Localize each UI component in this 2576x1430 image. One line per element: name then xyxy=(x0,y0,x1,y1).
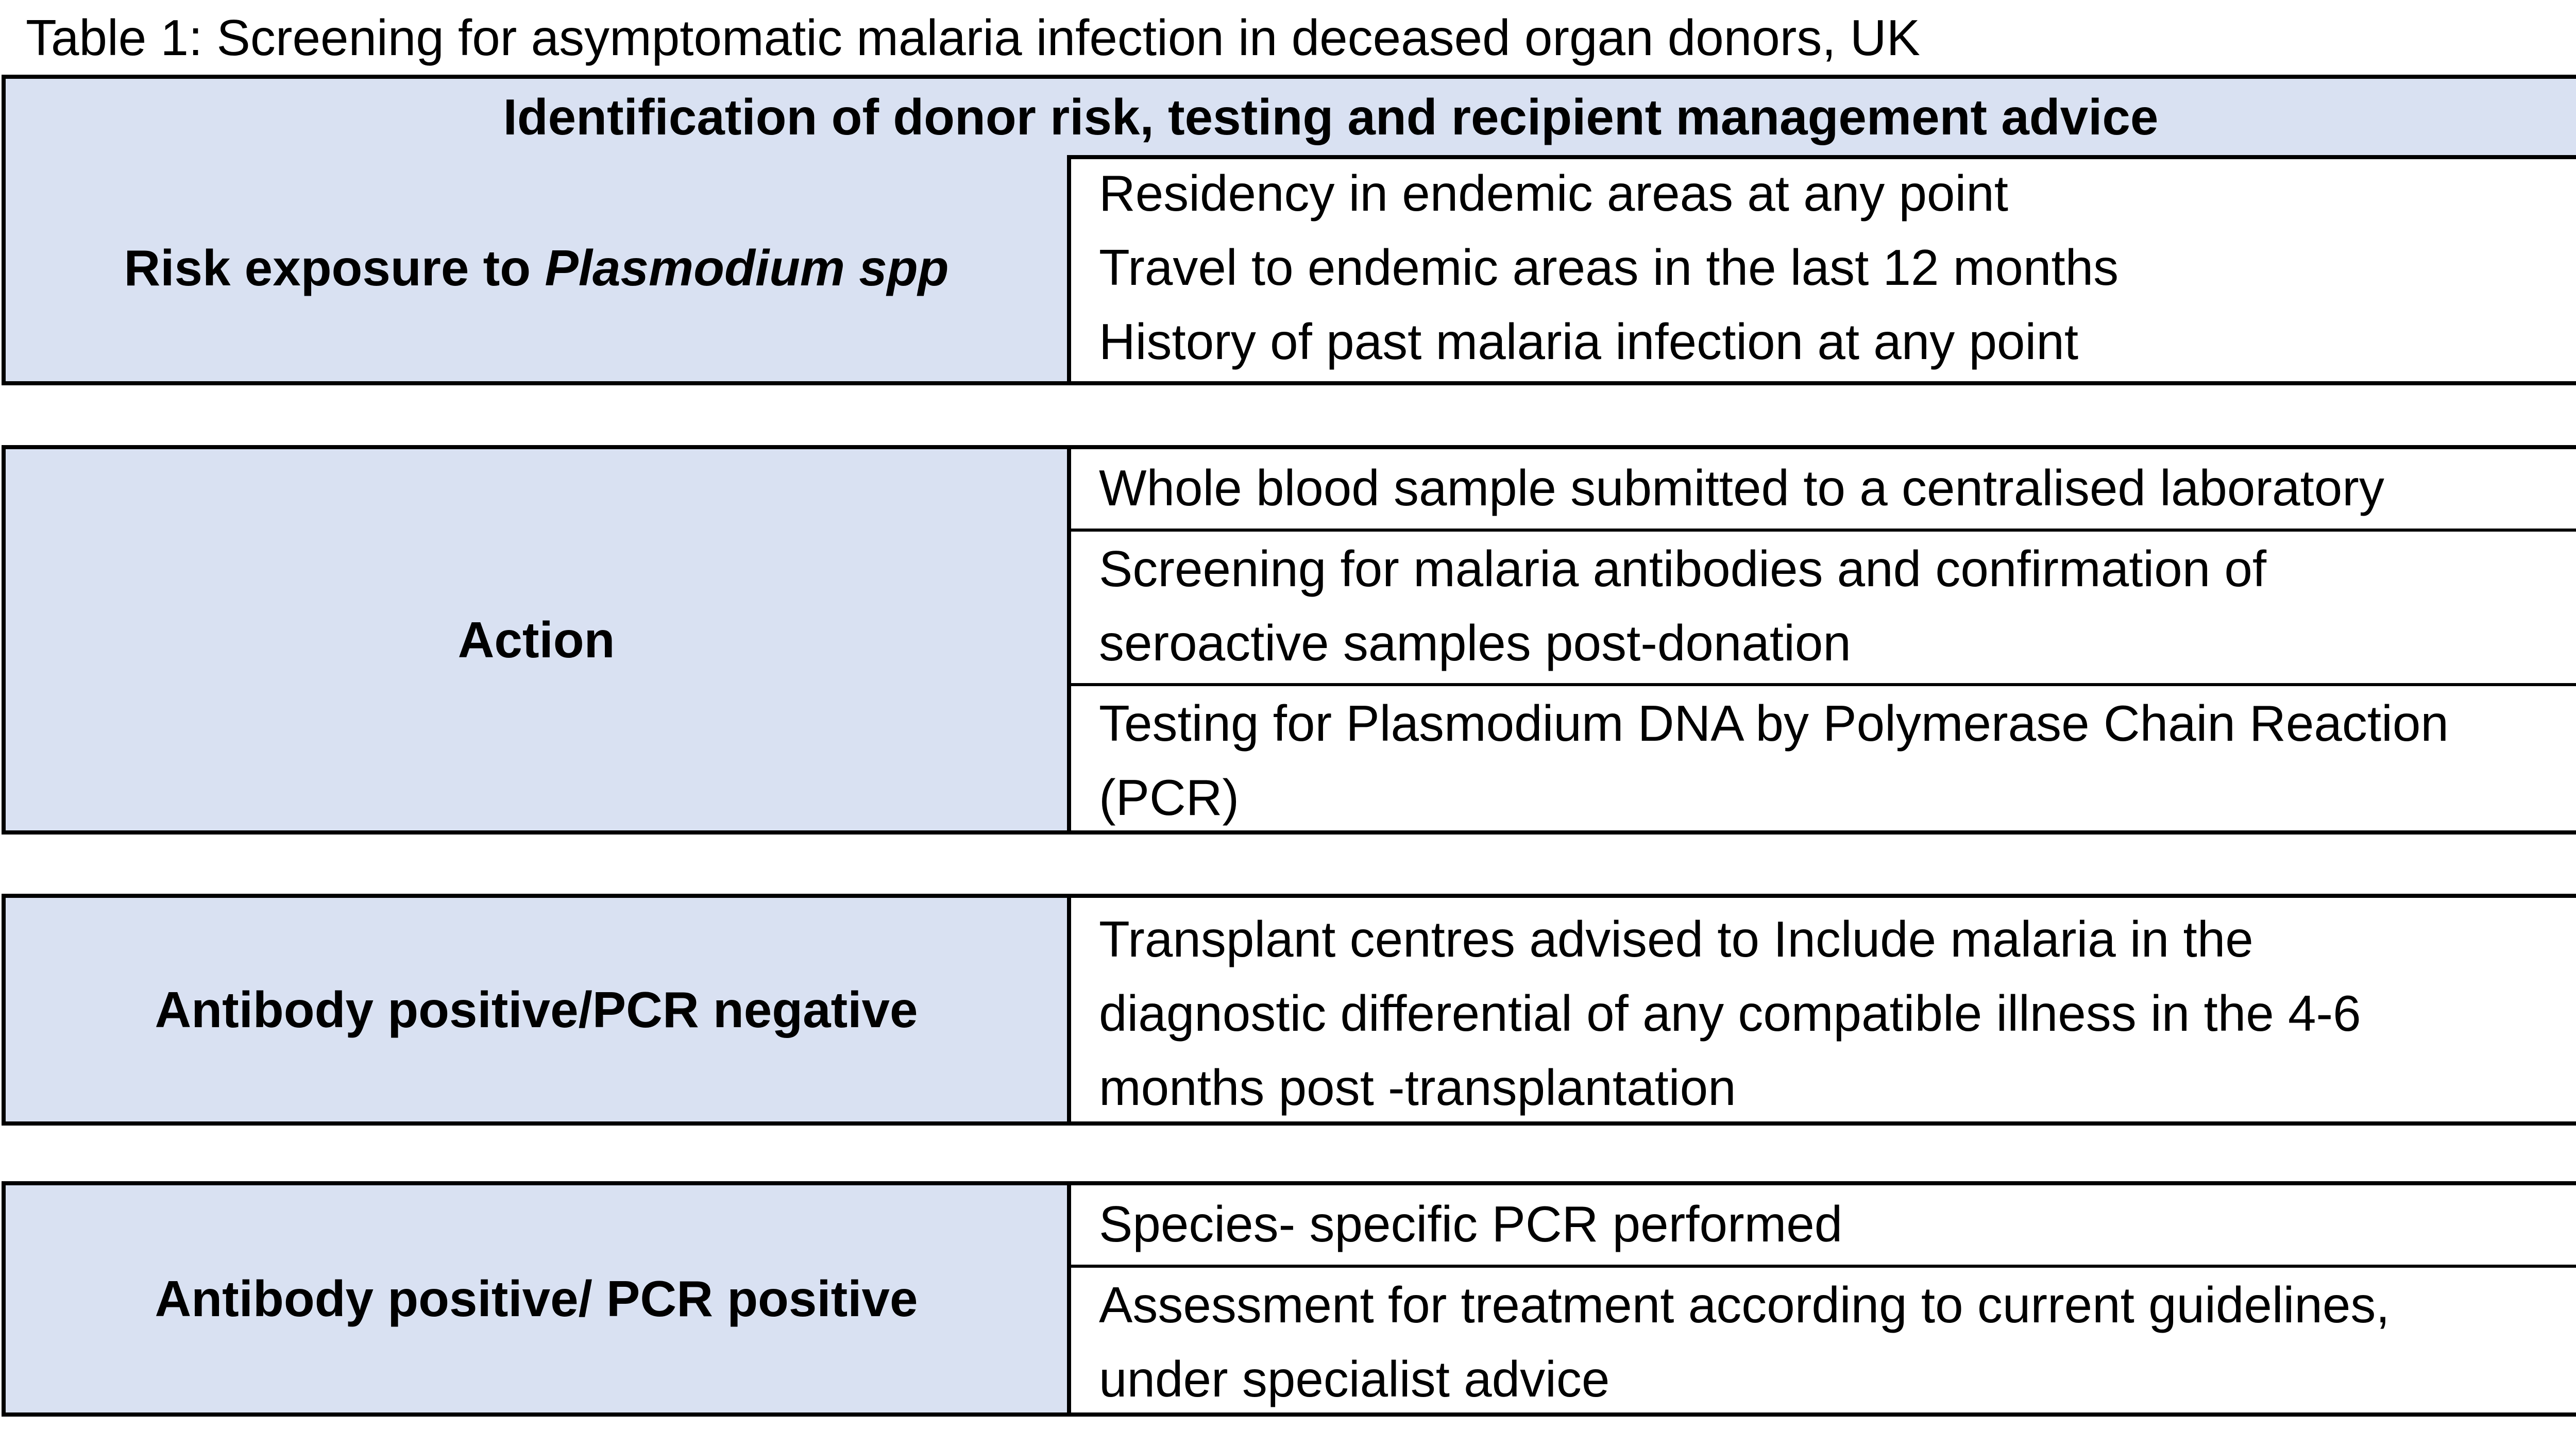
pcr-positive-item-line: Species- specific PCR performed xyxy=(1099,1196,1843,1252)
risk-exposure-details xyxy=(1071,155,2576,381)
pcr-positive-item xyxy=(1071,1185,2576,1268)
action-item-line: seroactive samples post-donation xyxy=(1099,615,1851,671)
table-header: Identification of donor risk, testing and recipient management advice xyxy=(6,79,2576,159)
risk-item: Travel to endemic areas in the last 12 months xyxy=(1099,239,2119,296)
ab-pos-pcr-neg-details xyxy=(1071,898,2576,1121)
advice-line: diagnostic differential of any compatible illness in the 4-6 xyxy=(1099,985,2361,1042)
risk-item: History of past malaria infection at any point xyxy=(1099,313,2079,370)
advice-line: months post -transplantation xyxy=(1099,1059,1736,1116)
ab-pos-pcr-neg-label: Antibody positive/PCR negative xyxy=(6,898,1071,1121)
risk-item: Residency in endemic areas at any point xyxy=(1099,165,2009,222)
table-caption: Table 1: Screening for asymptomatic malaria infection in deceased organ donors, UK xyxy=(26,9,1920,66)
advice-line: Transplant centres advised to Include malaria in the xyxy=(1099,911,2253,967)
action-item xyxy=(1071,449,2576,532)
action-item-line: Testing for Plasmodium DNA by Polymerase Chain Reaction xyxy=(1099,695,2449,752)
action-item-line: Whole blood sample submitted to a centralised laboratory xyxy=(1099,459,2384,516)
risk-exposure-label-prefix: Risk exposure to xyxy=(124,240,545,296)
pcr-positive-item-line: Assessment for treatment according to current guidelines, xyxy=(1099,1276,2390,1333)
action-label: Action xyxy=(6,449,1071,830)
ab-pos-pcr-neg-block xyxy=(2,894,2576,1126)
action-item-line: Screening for malaria antibodies and confirmation of xyxy=(1099,540,2267,597)
action-item xyxy=(1071,686,2576,830)
pcr-positive-item-line: under specialist advice xyxy=(1099,1351,1610,1407)
ab-pos-pcr-pos-label: Antibody positive/ PCR positive xyxy=(6,1185,1071,1412)
plasmodium-label: Plasmodium spp xyxy=(545,240,949,296)
action-item xyxy=(1071,532,2576,686)
ab-pos-pcr-pos-details xyxy=(1071,1185,2576,1412)
action-details xyxy=(1071,449,2576,830)
risk-exposure-row xyxy=(6,155,2576,381)
ab-pos-pcr-pos-block xyxy=(2,1181,2576,1417)
risk-exposure-label xyxy=(6,155,1071,381)
action-block xyxy=(2,445,2576,835)
risk-exposure-block xyxy=(2,75,2576,385)
action-item-line: (PCR) xyxy=(1099,769,1240,826)
pcr-positive-item xyxy=(1071,1268,2576,1412)
